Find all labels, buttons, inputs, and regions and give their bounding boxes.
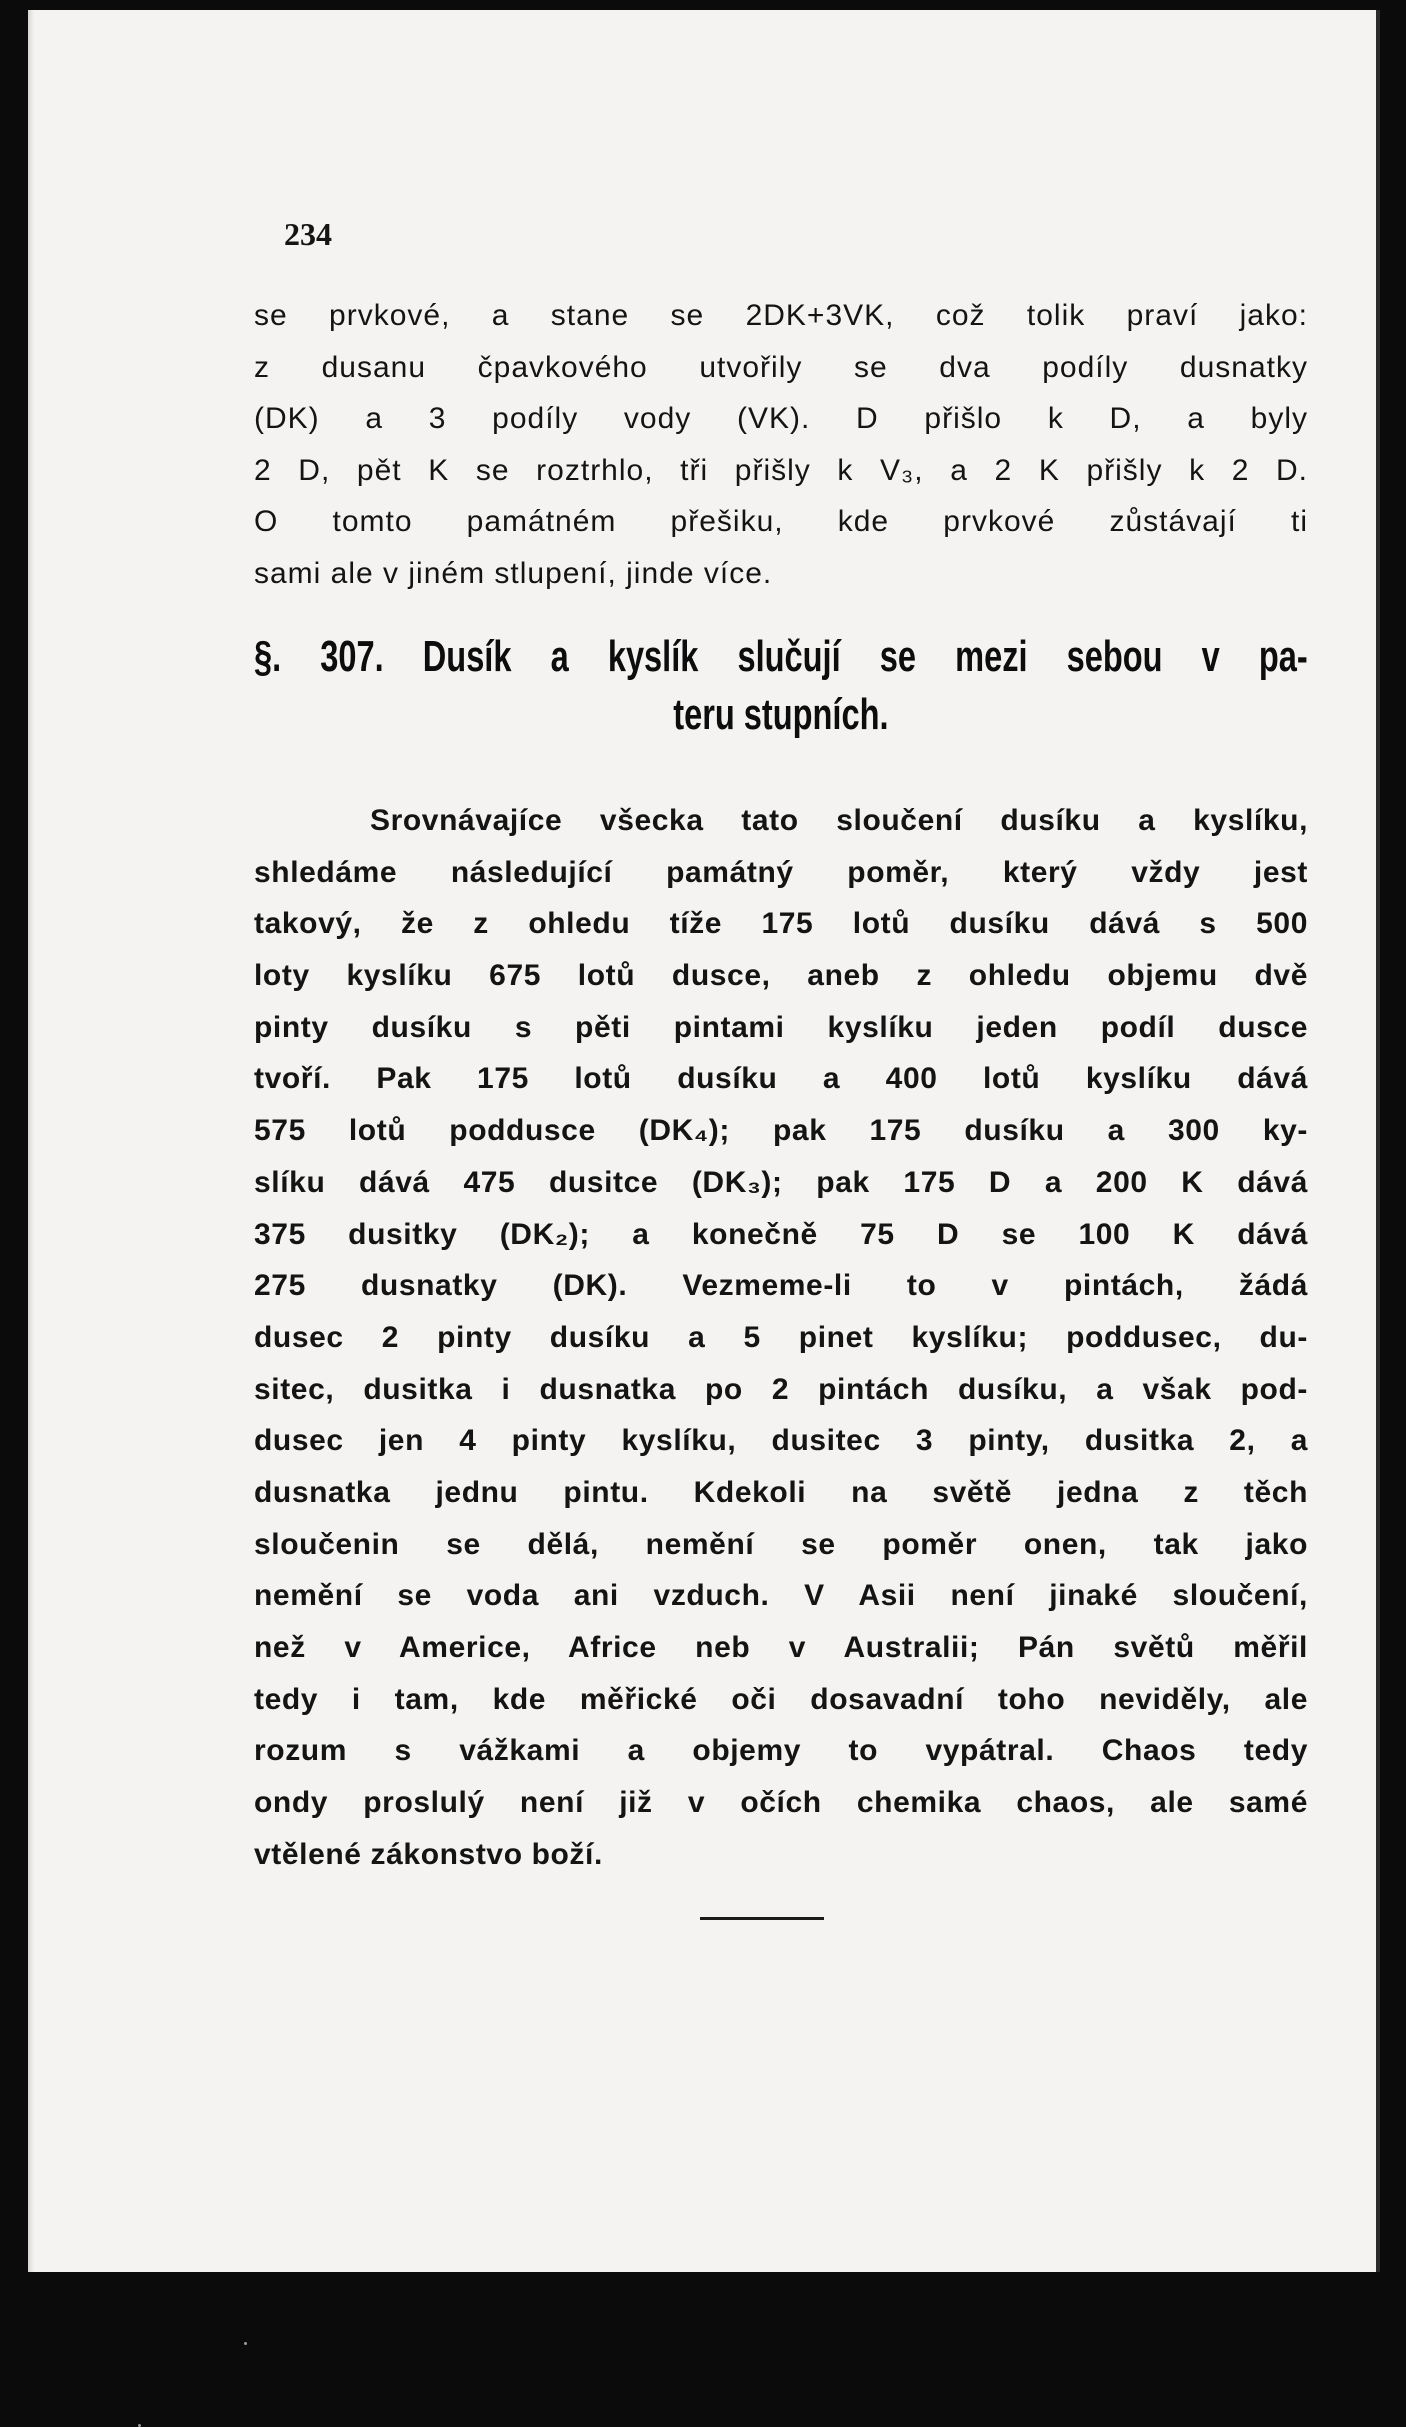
paper-speck <box>244 2342 247 2345</box>
text-line: dusnatka jednu pintu. Kdekoli na světě jedna z těch <box>254 1475 1308 1509</box>
text-line: tedy i tam, kde měřické oči dosavadní toho neviděly, ale <box>254 1682 1308 1716</box>
text-line: (DK) a 3 podíly vody (VK). D přišlo k D, a byly <box>254 402 1308 435</box>
text-line: takový, že z ohledu tíže 175 lotů dusíku dává s 500 <box>254 907 1308 941</box>
page-number: 234 <box>284 216 332 252</box>
heading-line: teru stupních. <box>673 690 889 739</box>
page-edge-shadow <box>28 10 34 2272</box>
text-line: nemění se voda ani vzduch. V Asii není jinaké sloučení, <box>254 1579 1308 1613</box>
text-line: pinty dusíku s pěti pintami kyslíku jeden podíl dusce <box>254 1010 1308 1044</box>
text-line: sami ale v jiném stlupení, jinde více. <box>254 556 773 590</box>
text-line: sloučenin se dělá, nemění se poměr onen, tak jako <box>254 1527 1308 1561</box>
text-line: než v Americe, Africe neb v Australii; Pán světů měřil <box>254 1631 1308 1664</box>
intro-paragraph <box>254 290 1308 599</box>
section-heading <box>254 628 1308 744</box>
text-line: O tomto památném přešiku, kde prvkové zůstávají ti <box>254 505 1308 538</box>
text-line: loty kyslíku 675 lotů dusce, aneb z ohledu objemu dvě <box>254 959 1308 993</box>
heading-line: §. 307. Dusík a kyslík slučují se mezi sebou v pa- <box>254 632 1308 681</box>
text-line: 375 dusitky (DK₂); a konečně 75 D se 100 K dává <box>254 1217 1308 1251</box>
text-line: dusec 2 pinty dusíku a 5 pinet kyslíku; poddusec, du- <box>254 1320 1308 1354</box>
text-line: vtělené zákonstvo boží. <box>254 1837 603 1871</box>
text-line: z dusanu čpavkového utvořily se dva podíly dusnatky <box>254 350 1308 384</box>
text-line: ondy proslulý není již v očích chemika chaos, ale samé <box>254 1786 1308 1820</box>
text-line: 575 lotů poddusce (DK₄); pak 175 dusíku a 300 ky- <box>254 1114 1308 1148</box>
text-line: Srovnávajíce všecka tato sloučení dusíku a kyslíku, <box>370 804 1308 837</box>
text-line: 2 D, pět K se roztrhlo, tři přišly k V₃, a 2 K přišly k 2 D. <box>254 453 1308 487</box>
text-line: tvoří. Pak 175 lotů dusíku a 400 lotů kyslíku dává <box>254 1062 1308 1096</box>
text-line: shledáme následující památný poměr, který vždy jest <box>254 855 1308 889</box>
closing-rule <box>700 1917 824 1920</box>
text-line: sitec, dusitka i dusnatka po 2 pintách dusíku, a však pod- <box>254 1372 1308 1406</box>
text-line: se prvkové, a stane se 2DK+3VK, což tolik praví jako: <box>254 299 1308 332</box>
body-paragraph <box>254 795 1308 1880</box>
text-line: dusec jen 4 pinty kyslíku, dusitec 3 pinty, dusitka 2, a <box>254 1424 1308 1458</box>
text-line: 275 dusnatky (DK). Vezmeme-li to v pintách, žádá <box>254 1269 1308 1303</box>
text-line: rozum s vážkami a objemy to vypátral. Chaos tedy <box>254 1734 1308 1768</box>
text-line: slíku dává 475 dusitce (DK₃); pak 175 D a 200 K dává <box>254 1165 1308 1199</box>
